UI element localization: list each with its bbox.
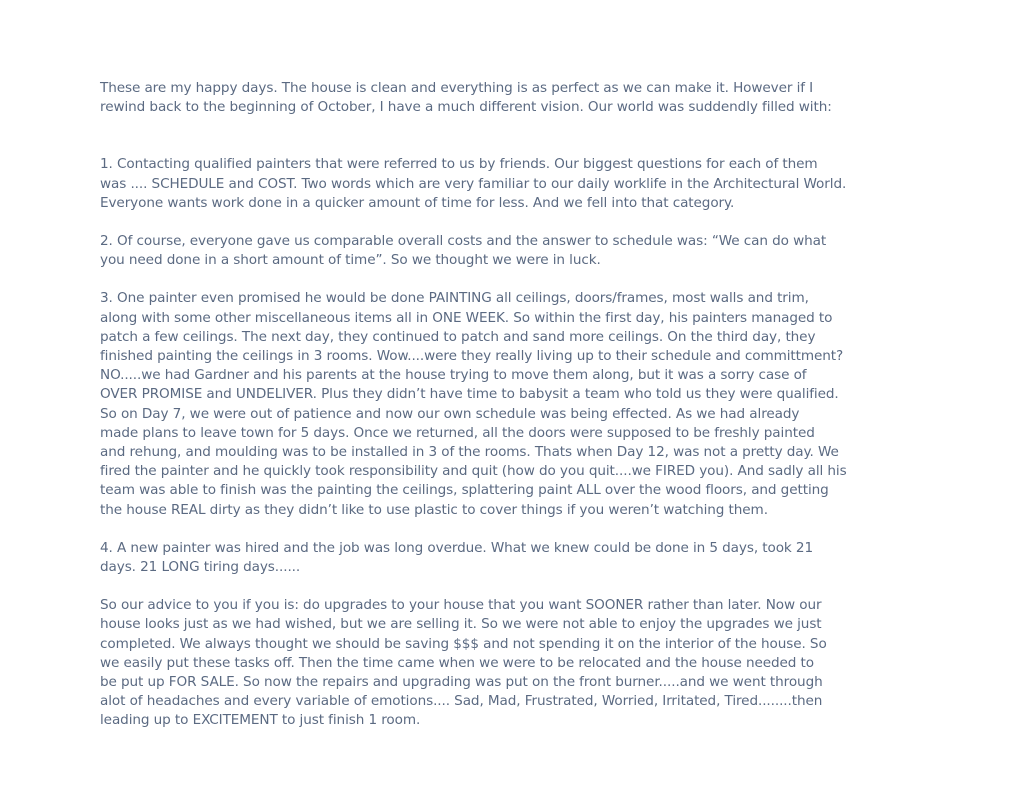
spacer [100,577,950,596]
paragraph-3: 3. One painter even promised he would be done PAINTING all ceilings, doors/frames, most walls and trim, along with some other miscellaneous items all in ONE WEEK. So within the first day, his painters managed to patch a few ceilings. The next day, they continued to patch and sand more ceilings. On the third day, they finished painting the ceilings in 3 rooms. Wow....were they really living up to their schedule and committment? NO.....we had Gardner and his parents at the house trying to move them along, but it was a sorry case of OVER PROMISE and UNDELIVER. Plus they didn’t have time to babysit a team who told us they were qualified. So on Day 7, we were out of patience and now our own schedule was being effected. As we had already made plans to leave town for 5 days. Once we returned, all the doors were supposed to be freshly painted and rehung, and moulding was to be installed in 3 of the rooms. Thats when Day 12, was not a pretty day. We fired the painter and he quickly took responsibility and quit (how do you quit....we FIRED you). And sadly all his team was able to finish was the painting the ceilings, splattering paint ALL over the wood floors, and getting the house REAL dirty as they didn’t like to use plastic to cover things if you weren’t watching them. [100,290,847,518]
spacer [100,213,950,232]
document-body [100,79,950,731]
paragraph-1: 1. Contacting qualified painters that were referred to us by friends. Our biggest questions for each of them was .... SCHEDULE and COST. Two words which are very familiar to our daily worklife in the Architectural World. Everyone wants work done in a quicker amount of time for less. And we fell into that category. [100,156,847,211]
intro-paragraph: These are my happy days. The house is clean and everything is as perfect as we can make it. However if I rewind back to the beginning of October, I have a much different vision. Our world was suddendly filled with: [100,80,832,116]
spacer [100,270,950,289]
spacer [100,520,950,539]
spacer [100,117,950,155]
paragraph-2: 2. Of course, everyone gave us comparable overall costs and the answer to schedule was: “We can do what you need done in a short amount of time”. So we thought we were in luck. [100,233,827,269]
paragraph-4: 4. A new painter was hired and the job was long overdue. What we knew could be done in 5 days, took 21 days. 21 LONG tiring days...... [100,539,814,576]
advice-paragraph: So our advice to you if you is: do upgrades to your house that you want SOONER rather than later. Now our house looks just as we had wished, but we are selling it. So we were not able to enjoy the upgrades we just completed. We always thought we should be saving $$$ and not spending it on the interior of the house. So we easily put these tasks off. Then the time came when we were to be relocated and the house needed to be put up FOR SALE. So now the repairs and upgrading was put on the front burner.....and we went through alot of headaches and every variable of emotions.... Sad, Mad, Frustrated, Worried, Irritated, Tired........then leading up to EXCITEMENT to just finish 1 room. [100,597,827,729]
